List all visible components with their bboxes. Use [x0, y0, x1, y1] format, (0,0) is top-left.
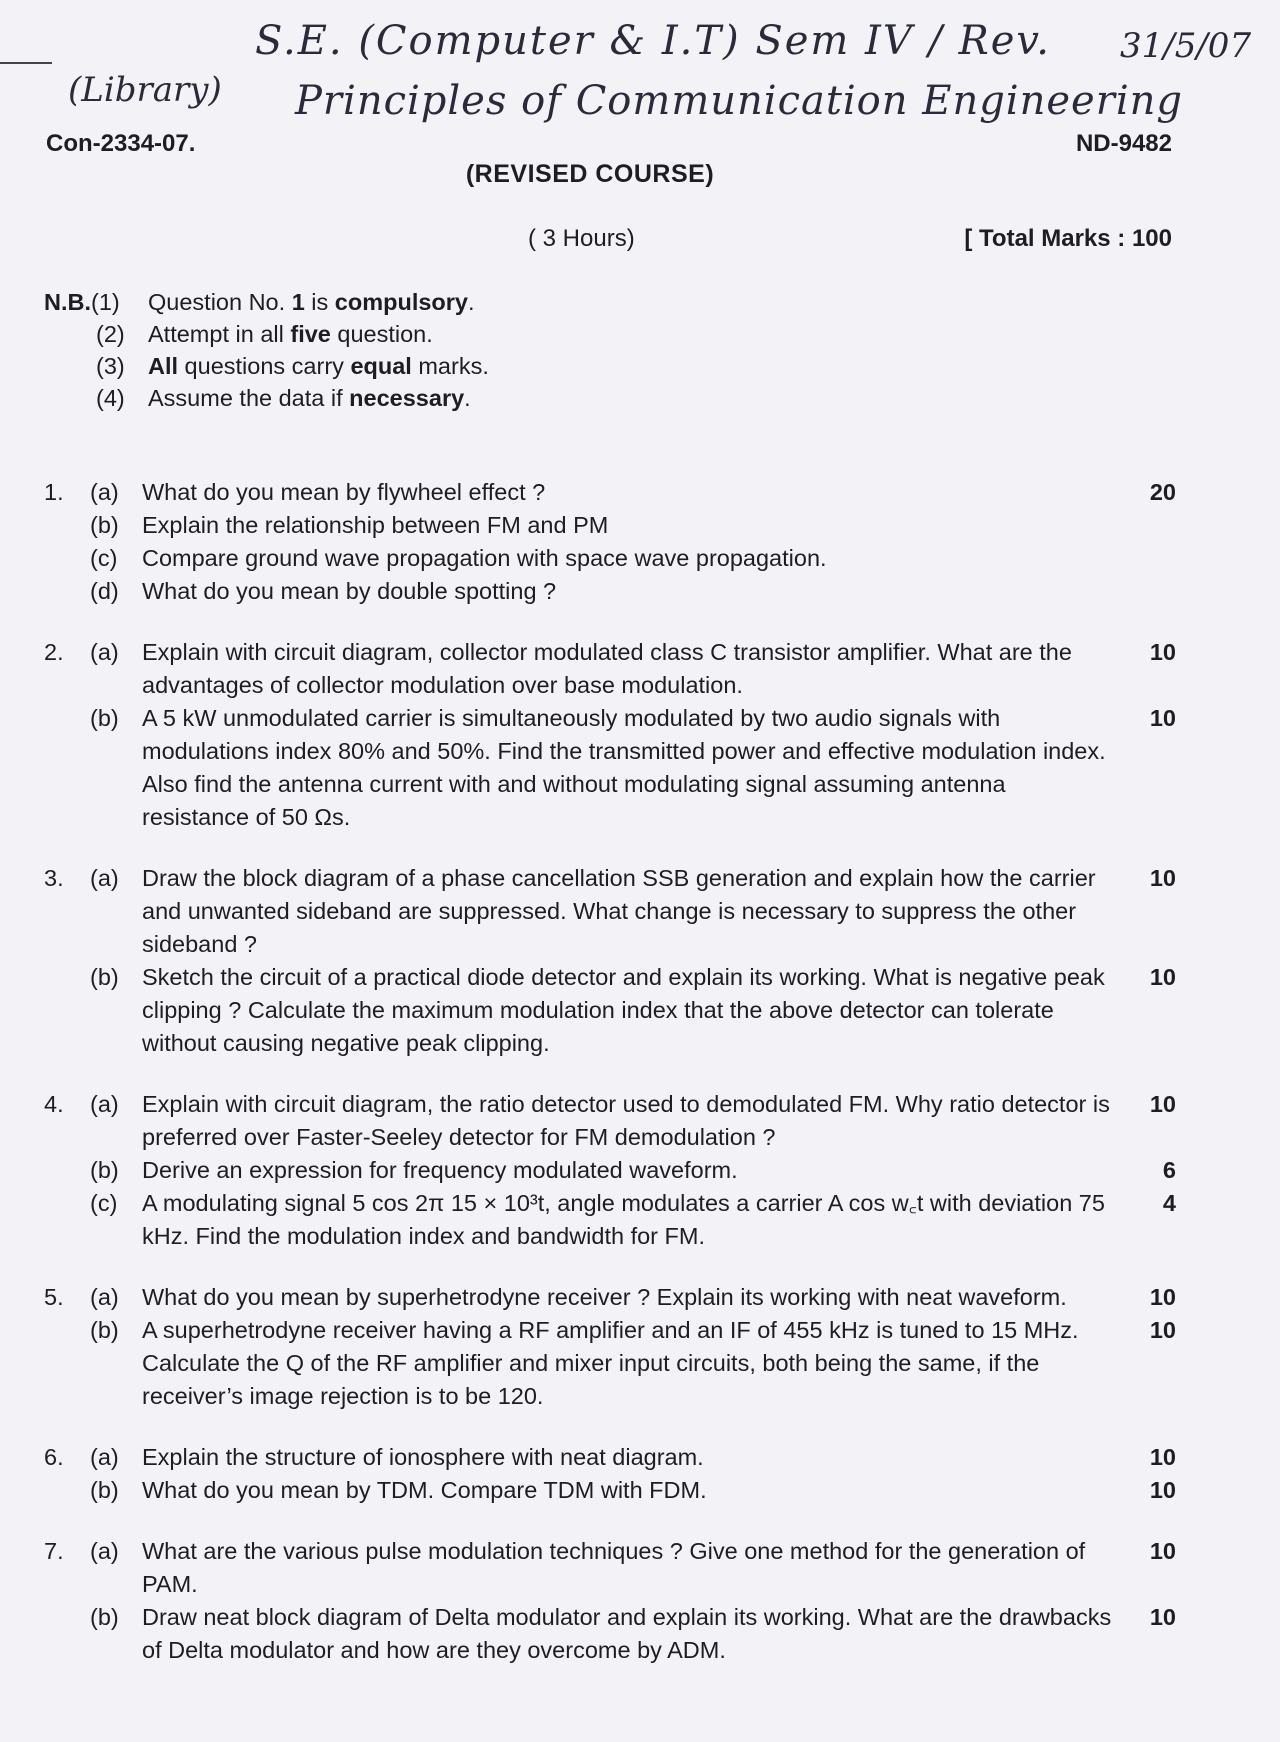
question-number: [44, 575, 90, 608]
part-text: Draw neat block diagram of Delta modulator and explain its working. What are the drawbacks of Delta modulator and how are they overcome by ADM.: [142, 1604, 1112, 1663]
question-part: [44, 636, 1176, 702]
question-2: [44, 636, 1176, 834]
part-label: (c): [90, 545, 118, 571]
question-part: [44, 862, 1176, 961]
part-marks: 10: [1149, 865, 1176, 891]
question-number: 5.: [44, 1284, 64, 1310]
part-text: Explain the relationship between FM and PM: [142, 512, 609, 538]
part-label: (a): [90, 1444, 119, 1470]
question-part: [44, 1601, 1176, 1667]
part-marks: 10: [1149, 639, 1176, 665]
question-part: [44, 1314, 1176, 1413]
part-marks: [1130, 542, 1176, 575]
part-marks: 20: [1149, 479, 1176, 505]
question-number: [44, 961, 90, 1060]
margin-mark: [0, 62, 52, 64]
part-text: Draw the block diagram of a phase cancellation SSB generation and explain how the carrier and unwanted sideband are suppressed. What change is necessary to suppress the other sideband ?: [142, 865, 1096, 957]
question-number: 1.: [44, 479, 64, 505]
question-number: 2.: [44, 639, 64, 665]
part-label: (b): [90, 1477, 119, 1503]
question-number: [44, 509, 90, 542]
question-number: [44, 1474, 90, 1507]
question-5: [44, 1281, 1176, 1413]
instruction-item: (2) Attempt in all five question.: [96, 321, 433, 347]
nb-label: N.B.(1): [44, 289, 120, 315]
part-label: (b): [90, 964, 119, 990]
question-number: 6.: [44, 1444, 64, 1470]
part-text: What do you mean by TDM. Compare TDM with FDM.: [142, 1477, 707, 1503]
part-label: (a): [90, 639, 119, 665]
handwritten-course-note: S.E. (Computer & I.T) Sem IV / Rev.: [255, 18, 1051, 64]
instruction-item: (3) All questions carry equal marks.: [96, 353, 489, 379]
question-number: 3.: [44, 865, 64, 891]
part-marks: 10: [1149, 705, 1176, 731]
part-marks: 10: [1149, 1317, 1176, 1343]
part-label: (a): [90, 479, 119, 505]
part-text: Derive an expression for frequency modulated waveform.: [142, 1157, 738, 1183]
part-label: (b): [90, 512, 119, 538]
part-text: Explain with circuit diagram, collector modulated class C transistor amplifier. What are the advantages of collector modulation over base modulation.: [142, 639, 1072, 698]
part-marks: 10: [1149, 1604, 1176, 1630]
question-number: [44, 1314, 90, 1413]
instruction-item: N.B.(1) Question No. 1 is compulsory.: [44, 286, 489, 318]
part-label: (a): [90, 1284, 119, 1310]
instruction-item: (4) Assume the data if necessary.: [96, 385, 471, 411]
question-part: [44, 575, 1176, 608]
question-part: [44, 509, 1176, 542]
part-marks: 4: [1162, 1190, 1176, 1216]
part-marks: 10: [1149, 1538, 1176, 1564]
part-marks: 10: [1149, 1444, 1176, 1470]
handwritten-subject: Principles of Communication Engineering: [295, 78, 1183, 124]
question-part: [44, 1088, 1176, 1154]
question-3: [44, 862, 1176, 1060]
question-number: [44, 1154, 90, 1187]
question-4: [44, 1088, 1176, 1253]
paper-code-left: Con-2334-07.: [46, 130, 196, 157]
question-6: [44, 1441, 1176, 1507]
part-marks: 10: [1149, 964, 1176, 990]
exam-duration: ( 3 Hours): [528, 225, 635, 252]
question-part: [44, 1535, 1176, 1601]
part-text: What do you mean by superhetrodyne receiver ? Explain its working with neat waveform.: [142, 1284, 1067, 1310]
part-text: What do you mean by flywheel effect ?: [142, 479, 546, 505]
question-number: 4.: [44, 1091, 64, 1117]
question-number: [44, 702, 90, 834]
question-part: [44, 1154, 1176, 1187]
part-marks: 6: [1162, 1157, 1176, 1183]
course-title: (REVISED COURSE): [465, 160, 715, 188]
part-label: (b): [90, 1157, 119, 1183]
part-marks: 10: [1149, 1091, 1176, 1117]
question-part: [44, 702, 1176, 834]
part-text: A superhetrodyne receiver having a RF amplifier and an IF of 455 kHz is tuned to 15 MHz. Calculate the Q of the RF amplifier and mixer input circuits, both being the same, if the receiver’s image rejection is to be 120.: [142, 1317, 1079, 1409]
part-label: (b): [90, 1604, 119, 1630]
part-label: (a): [90, 1091, 119, 1117]
part-text: What do you mean by double spotting ?: [142, 578, 557, 604]
question-part: [44, 1474, 1176, 1507]
part-label: (b): [90, 1317, 119, 1343]
part-label: (a): [90, 1538, 119, 1564]
question-part: [44, 1281, 1176, 1314]
question-part: [44, 961, 1176, 1060]
paper-code-right: ND-9482: [1075, 130, 1172, 157]
question-number: [44, 1601, 90, 1667]
part-text: Sketch the circuit of a practical diode detector and explain its working. What is negative peak clipping ? Calculate the maximum modulation index that the above detector can tolerate without causing negative peak clipping.: [142, 964, 1105, 1056]
part-text: A modulating signal 5 cos 2π 15 × 10³t, angle modulates a carrier A cos w꜀t with deviation 75 kHz. Find the modulation index and bandwidth for FM.: [142, 1190, 1105, 1249]
handwritten-date: 31/5/07: [1120, 26, 1252, 66]
question-part: [44, 1187, 1176, 1253]
part-label: (a): [90, 865, 119, 891]
part-marks: [1130, 575, 1176, 608]
question-list: [44, 476, 1176, 1695]
part-marks: 10: [1149, 1284, 1176, 1310]
part-text: Explain with circuit diagram, the ratio detector used to demodulated FM. Why ratio detector is preferred over Faster-Seeley detector for FM demodulation ?: [142, 1091, 1110, 1150]
question-number: [44, 542, 90, 575]
part-text: Compare ground wave propagation with space wave propagation.: [142, 545, 827, 571]
part-label: (c): [90, 1190, 118, 1216]
question-part: [44, 1441, 1176, 1474]
part-label: (b): [90, 705, 119, 731]
instructions: [44, 286, 489, 414]
part-marks: [1130, 509, 1176, 542]
question-part: [44, 476, 1176, 509]
question-number: [44, 1187, 90, 1253]
question-number: 7.: [44, 1538, 64, 1564]
total-marks: [ Total Marks : 100: [964, 225, 1172, 252]
part-text: Explain the structure of ionosphere with neat diagram.: [142, 1444, 704, 1470]
part-label: (d): [90, 578, 119, 604]
part-text: What are the various pulse modulation techniques ? Give one method for the generation of PAM.: [142, 1538, 1086, 1597]
question-7: [44, 1535, 1176, 1667]
handwritten-library-note: (Library): [68, 70, 222, 110]
part-marks: 10: [1149, 1477, 1176, 1503]
question-1: [44, 476, 1176, 608]
question-part: [44, 542, 1176, 575]
part-text: A 5 kW unmodulated carrier is simultaneously modulated by two audio signals with modulations index 80% and 50%. Find the transmitted power and effective modulation index. Also find the antenna current with and without modulating signal assuming antenna resistance of 50 Ωs.: [142, 705, 1106, 830]
